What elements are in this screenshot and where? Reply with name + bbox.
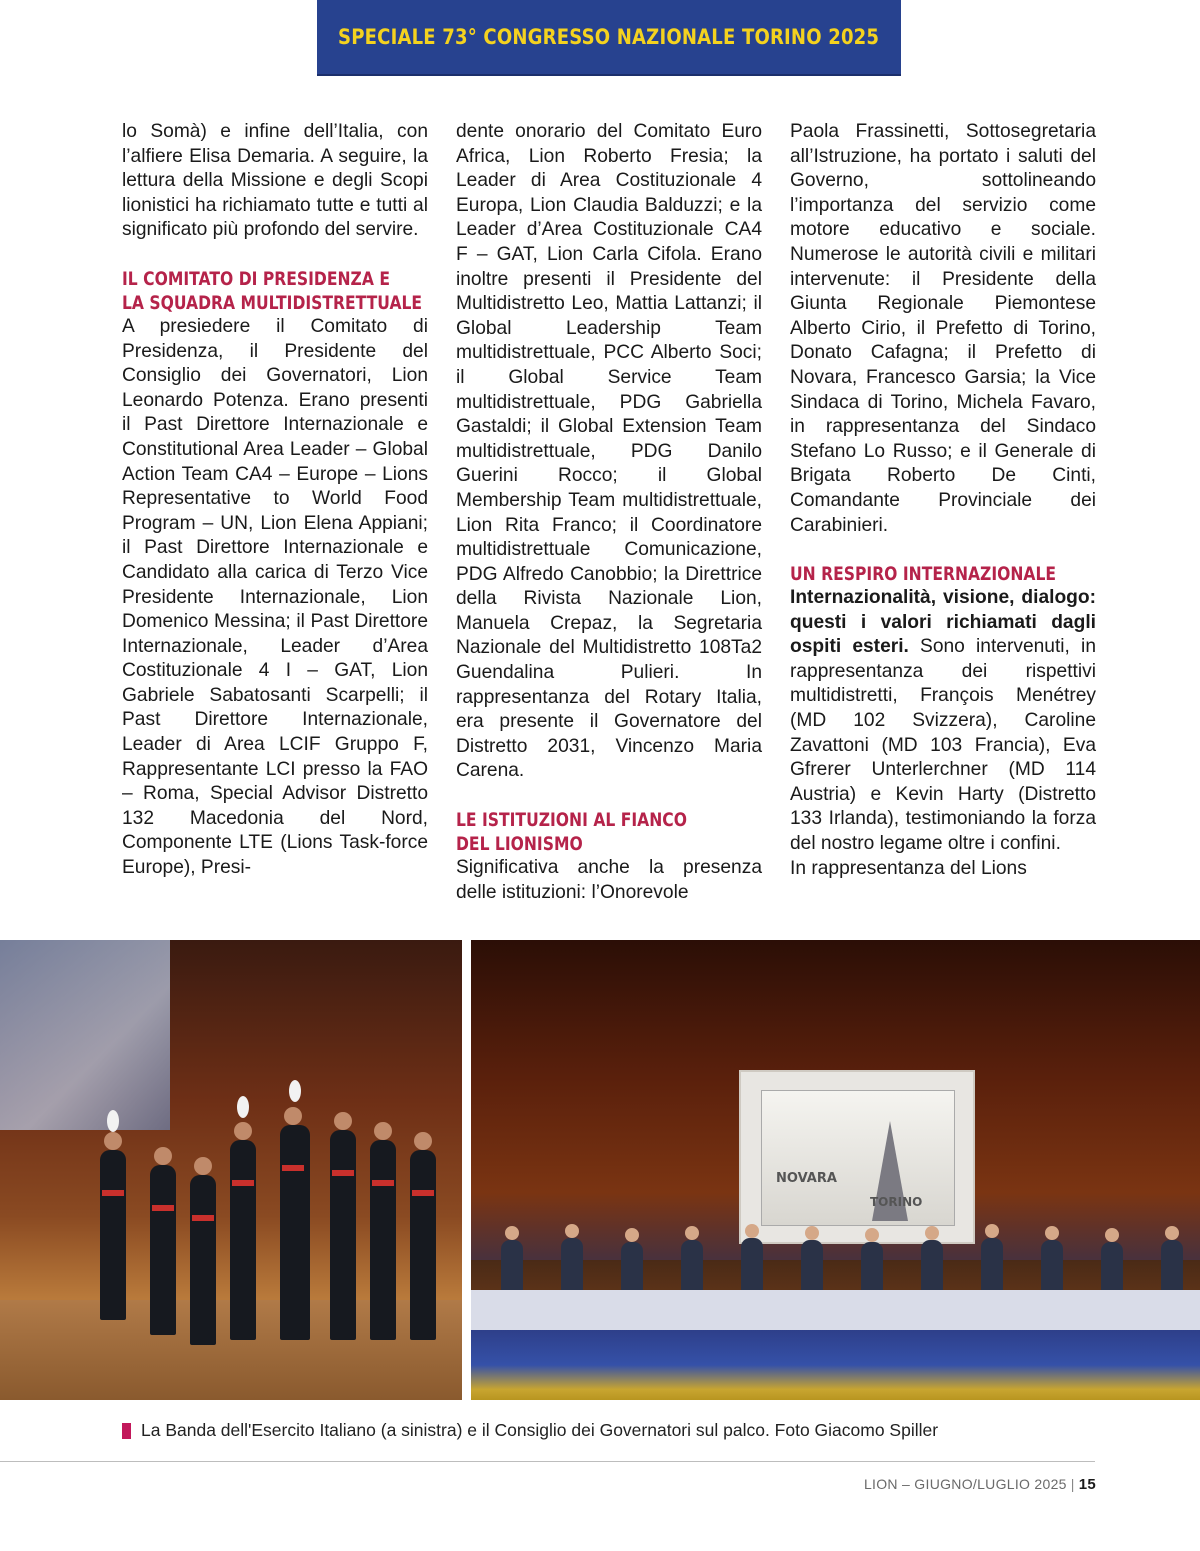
speakers-table [471, 1290, 1200, 1330]
musician-figure [230, 1140, 256, 1340]
section-heading: DEL LIONISMO [456, 833, 583, 856]
page-footer [864, 1476, 1096, 1493]
section-heading: LE ISTITUZIONI AL FIANCO [456, 809, 687, 832]
musician-figure [410, 1150, 436, 1340]
banner-title: SPECIALE 73° CONGRESSO NAZIONALE TORINO 2025 [338, 25, 880, 49]
governor-figure [981, 1238, 1003, 1298]
photo-caption [122, 1420, 938, 1441]
paragraph: lo Somà) e infine dell’Italia, con l’alfiere Elisa Demaria. A seguire, la lettura della Missione e degli Scopi lionistici ha richiamato tutte e tutti al significato più profondo del servire. [122, 121, 428, 241]
caption-text: La Banda dell'Esercito Italiano (a sinistra) e il Consiglio dei Governatori sul palco. Foto Giacomo Spiller [141, 1420, 939, 1440]
page-number: 15 [1078, 1476, 1096, 1493]
musician-figure [280, 1125, 310, 1340]
paragraph: Significativa anche la presenza delle istituzioni: l’Onorevole [456, 857, 762, 903]
paragraph: dente onorario del Comitato Euro Africa, Lion Roberto Fresia; la Leader di Area Costituzionale 4 Europa, Lion Claudia Balduzzi; e la Leader d’Area Costituzionale CA4 F – GAT, Lion Carla Cifola. Erano inoltre presenti il Presidente del Multidistretto Leo, Mattia Lattanzi; il Global Leadership Team multidistrettuale, PCC Alberto Soci; il Global Service Team multidistrettuale, PDG Gabriella Gastaldi; il Global Extension Team multidistrettuale, PDG Danilo Guerini Rocco; il Global Membership Team multidistrettuale, Lion Rita Franco; il Coordinatore multidistrettuale Comunicazione, PDG Alfredo Canobbio; la Direttrice della Rivista Nazionale Lion, Manuela Crepaz, la Segretaria Nazionale del Multidistretto 108Ta2 Guendalina Pulieri. In rappresentanza del Rotary Italia, era presente il Governatore del Distretto 2031, Vincenzo Maria Carena. [456, 121, 762, 782]
projection-screen [0, 940, 170, 1130]
footer-separator: | [1070, 1476, 1075, 1492]
musician-figure [100, 1150, 126, 1320]
paragraph: Paola Frassinetti, Sottosegretaria all’Istruzione, ha portato i saluti del Governo, sottolineando l’importanza del servizio come motore educativo e sociale. Numerose le autorità civili e militari intervenute: il Presidente della Giunta Regionale Piemontese Alberto Cirio, il Prefetto di Torino, Donato Cafagna; il Prefetto di Novara, Francesco Garsia; la Vice Sindaca di Torino, Michela Favaro, in rappresentanza del Sindaco Stefano Lo Russo; e il Generale di Brigata Roberto De Cinti, Comandante Provinciale dei Carabinieri. [790, 121, 1096, 536]
section-banner [317, 0, 901, 76]
plume [289, 1080, 301, 1102]
screen-text-novara: NOVARA [776, 1171, 837, 1186]
lead-in-bold: Internazionalità, visione, dialogo: questi i valori richiamati dagli ospiti esteri. [790, 587, 1096, 658]
paragraph: In rappresentanza del Lions [790, 857, 1027, 879]
magazine-issue: LION – GIUGNO/LUGLIO 2025 [863, 1476, 1067, 1492]
musician-figure [330, 1130, 356, 1340]
stage-front-decoration [471, 1330, 1200, 1400]
text-column-3 [790, 120, 1096, 881]
musician-figure [150, 1165, 176, 1335]
governor-figure [561, 1238, 583, 1298]
musician-figure [370, 1140, 396, 1340]
musician-figure [190, 1175, 216, 1345]
photo-governors-stage [471, 940, 1200, 1400]
screen-text-torino: TORINO [870, 1195, 923, 1209]
projection-screen [739, 1070, 975, 1244]
text-column-2 [456, 120, 762, 905]
section-heading: LA SQUADRA MULTIDISTRETTUALE [122, 291, 423, 314]
text-column-1 [122, 120, 428, 881]
photo-army-band [0, 940, 462, 1400]
caption-marker [122, 1423, 131, 1439]
plume [237, 1096, 249, 1118]
paragraph [790, 586, 1096, 857]
paragraph-rest: Sono intervenuti, in rappresentanza dei rispettivi multidistretti, François Menétrey (MD 102 Svizzera), Caroline Zavattoni (MD 103 Francia), Eva Gfrerer Unterlerchner (MD 114 Austria) e Kevin Harty (Distretto 133 Irlanda), testimoniando la forza del nostro legame oltre i confini. [790, 636, 1096, 855]
plume [107, 1110, 119, 1132]
band-musicians [40, 1110, 460, 1310]
section-heading: UN RESPIRO INTERNAZIONALE [790, 563, 1057, 586]
section-heading: IL COMITATO DI PRESIDENZA E [122, 267, 390, 290]
screen-slide [761, 1090, 955, 1226]
footer-divider [0, 1461, 1095, 1462]
paragraph: A presiedere il Comitato di Presidenza, il Presidente del Consiglio dei Governatori, Lion Leonardo Potenza. Erano presenti il Past Direttore Internazionale e Constitutional Area Leader – Global Action Team CA4 – Europe – Lions Representative to World Food Program – UN, Lion Elena Appiani; il Past Direttore Internazionale e Candidato alla carica di Terzo Vice Presidente Internazionale, Lion Domenico Messina; il Past Direttore Internazionale, Leader d’Area Costituzionale 4 I – GAT, Lion Gabriele Sabatosanti Scarpelli; il Past Direttore Internazionale, Leader di Area LCIF Gruppo F, Rappresentante LCI presso la FAO – Roma, Special Advisor Distretto 132 Macedonia del Nord, Componente LTE (Lions Task-force Europe), Presi- [122, 315, 428, 879]
governor-figure [741, 1238, 763, 1298]
